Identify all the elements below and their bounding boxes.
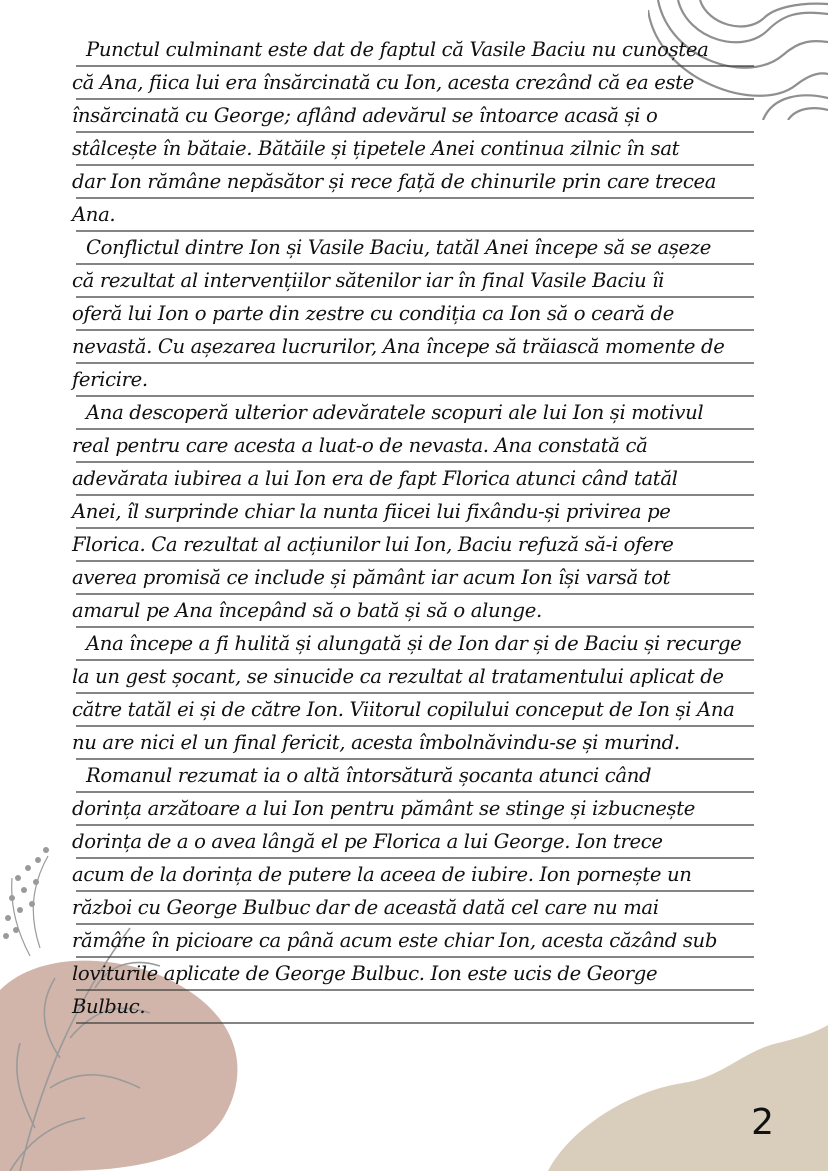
text-line: însărcinată cu George; aflând adevărul se întoarce acasă și o	[72, 104, 658, 127]
text-line: rămâne în picioare ca până acum este chiar Ion, acesta căzând sub	[72, 929, 718, 952]
text-line: real pentru care acesta a luat-o de nevasta. Ana constată că	[72, 434, 648, 457]
text-line: Ana descoperă ulterior adevăratele scopuri ale lui Ion și motivul	[86, 401, 704, 424]
text-line: dorința arzătoare a lui Ion pentru pământ se stinge și izbucnește	[72, 797, 696, 820]
text-line: dorința de a o avea lângă el pe Florica a lui George. Ion trece	[72, 830, 663, 853]
paragraph-3	[72, 396, 777, 627]
paragraph-1	[72, 33, 777, 231]
text-line: la un gest șocant, se sinucide ca rezultat al tratamentului aplicat de	[72, 665, 724, 688]
handwritten-text	[72, 33, 777, 1023]
text-line: fericire.	[72, 368, 148, 391]
paragraph-4	[72, 627, 777, 759]
text-line: nevastă. Cu așezarea lucrurilor, Ana începe să trăiască momente de	[72, 335, 725, 358]
text-line: loviturile aplicate de George Bulbuc. Ion este ucis de George	[72, 962, 658, 985]
text-line: Bulbuc.	[72, 995, 146, 1018]
page-number: 2	[751, 1102, 774, 1143]
text-line: Anei, îl surprinde chiar la nunta fiicei lui fixându-și privirea pe	[72, 500, 671, 523]
text-line: Florica. Ca rezultat al acțiunilor lui Ion, Baciu refuză să-i ofere	[72, 533, 674, 556]
text-line: Romanul rezumat ia o altă întorsătură șocanta atunci când	[86, 764, 652, 787]
text-line: Ana începe a fi hulită și alungată și de Ion dar și de Baciu și recurge	[86, 632, 742, 655]
text-line: că Ana, fiica lui era însărcinată cu Ion, acesta crezând că ea este	[72, 71, 694, 94]
text-line: amarul pe Ana începând să o bată și să o alunge.	[72, 599, 542, 622]
text-line: către tatăl ei și de către Ion. Viitorul copilului conceput de Ion și Ana	[72, 698, 735, 721]
paragraph-2	[72, 231, 777, 396]
text-line: nu are nici el un final fericit, acesta îmbolnăvindu-se și murind.	[72, 731, 680, 754]
text-line: averea promisă ce include și pământ iar acum Ion își varsă tot	[72, 566, 671, 589]
text-line: Conflictul dintre Ion și Vasile Baciu, tatăl Anei începe să se așeze	[86, 236, 712, 259]
text-line: Punctul culminant este dat de faptul că Vasile Baciu nu cunoștea	[86, 38, 709, 61]
text-line: adevărata iubirea a lui Ion era de fapt Florica atunci când tatăl	[72, 467, 678, 490]
text-line: oferă lui Ion o parte din zestre cu condiția ca Ion să o ceară de	[72, 302, 674, 325]
text-line: acum de la dorința de putere la aceea de iubire. Ion pornește un	[72, 863, 692, 886]
text-line: dar Ion rămâne nepăsător și rece față de chinurile prin care trecea	[72, 170, 717, 193]
paragraph-5	[72, 759, 777, 1023]
text-line: război cu George Bulbuc dar de această dată cel care nu mai	[72, 896, 659, 919]
text-line: că rezultat al intervențiilor sătenilor iar în final Vasile Baciu îi	[72, 269, 665, 292]
text-line: Ana.	[72, 203, 116, 226]
text-line: stâlcește în bătaie. Bătăile și țipetele Anei continua zilnic în sat	[72, 137, 680, 160]
